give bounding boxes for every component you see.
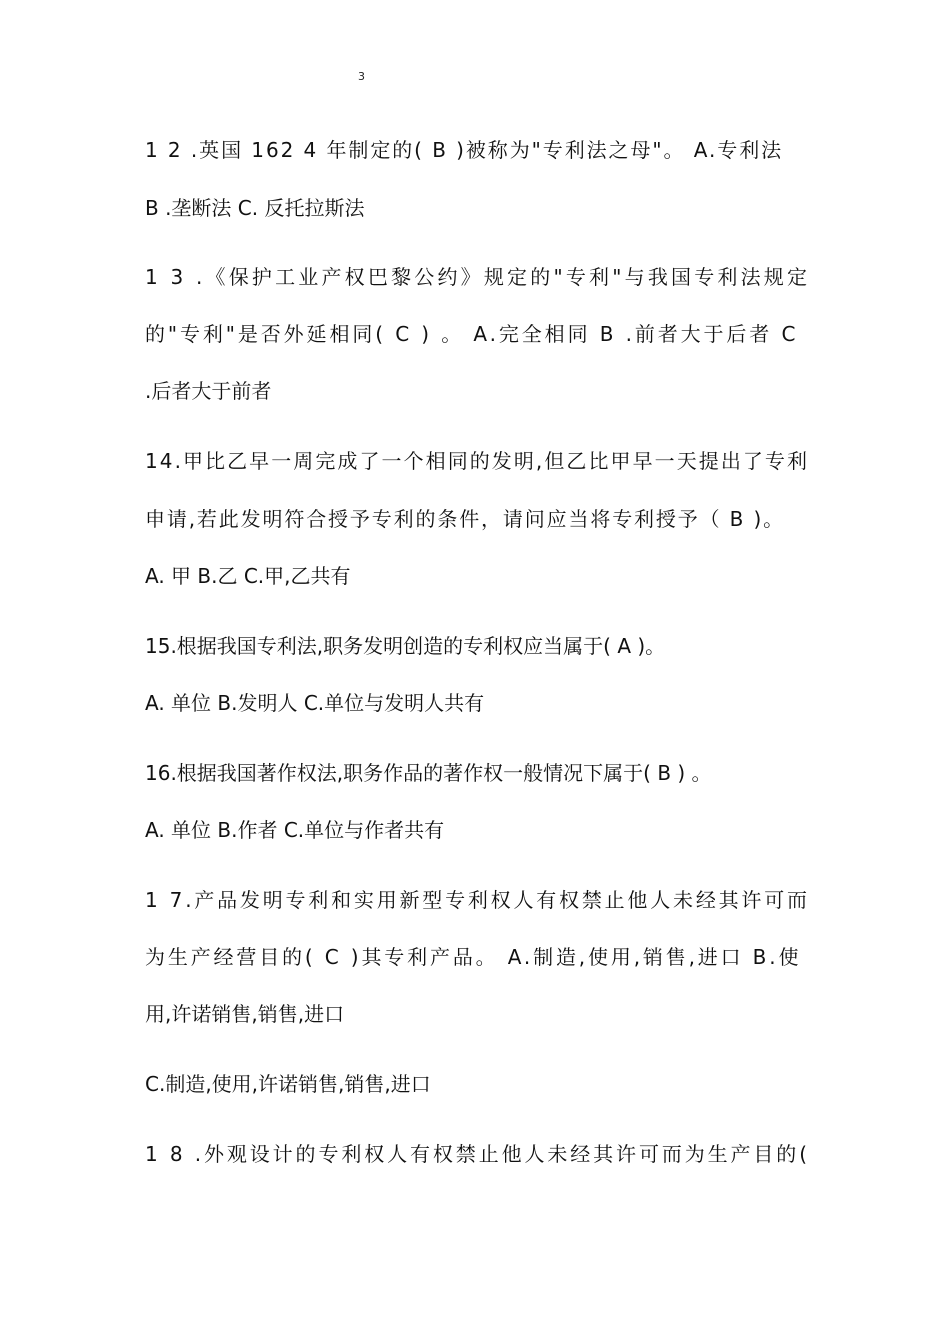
page-number: 3 xyxy=(358,70,365,83)
q15-question: 15.根据我国专利法,职务发明创造的专利权应当属于( A )。 xyxy=(145,634,666,658)
q16-question: 16.根据我国著作权法,职务作品的著作权一般情况下属于( B ) 。 xyxy=(145,761,712,785)
q14-options: A. 甲 B.乙 C.甲,乙共有 xyxy=(145,564,351,588)
q12-line-2: B .垄断法 C. 反托拉斯法 xyxy=(145,196,365,220)
q15-options: A. 单位 B.发明人 C.单位与发明人共有 xyxy=(145,691,485,715)
q17-line-3: 用,许诺销售,销售,进口 xyxy=(145,1002,345,1026)
q16-options: A. 单位 B.作者 C.单位与作者共有 xyxy=(145,818,445,842)
q17-line-1: 1 7.产品发明专利和实用新型专利权人有权禁止他人未经其许可而 xyxy=(145,888,810,912)
q13-line-2: 的"专利"是否外延相同( C ) 。 A.完全相同 B .前者大于后者 C xyxy=(145,322,799,346)
q14-line-1: 14.甲比乙早一周完成了一个相同的发明,但乙比甲早一天提出了专利 xyxy=(145,449,810,473)
q18-line-1: 1 8 .外观设计的专利权人有权禁止他人未经其许可而为生产目的( xyxy=(145,1142,810,1166)
q13-line-1: 1 3 .《保护工业产权巴黎公约》规定的"专利"与我国专利法规定 xyxy=(145,265,811,289)
q17-option-c: C.制造,使用,许诺销售,销售,进口 xyxy=(145,1072,431,1096)
q14-line-2: 申请,若此发明符合授予专利的条件，请问应当将专利授予（ B )。 xyxy=(145,507,785,531)
q17-line-2: 为生产经营目的( C )其专利产品。 A.制造,使用,销售,进口 B.使 xyxy=(145,945,802,969)
q13-line-3: .后者大于前者 xyxy=(145,379,272,403)
q12-line-1: 1 2 .英国 162 4 年制定的( B )被称为"专利法之母"。 A.专利法 xyxy=(145,138,784,162)
